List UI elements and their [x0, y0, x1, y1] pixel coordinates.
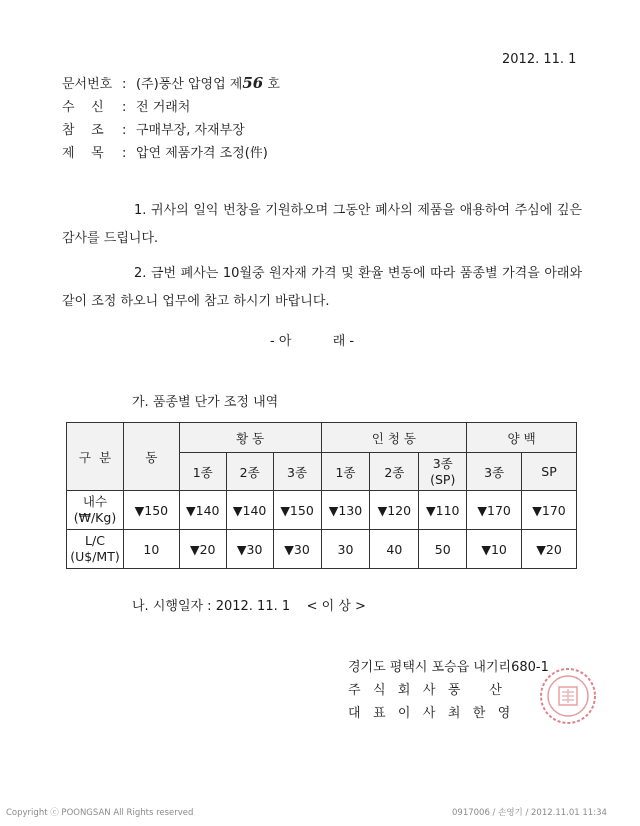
header-category: 구 분 [67, 423, 124, 491]
subheader: 2종 [370, 453, 419, 491]
footer-meta: 0917006 / 손영기 / 2012.11.01 11:34 [452, 808, 607, 818]
row-label: 내수 (₩/Kg) [67, 491, 124, 530]
header-phosphor-bronze: 인 청 동 [321, 423, 467, 453]
doc-number-value: (주)풍산 압영업 제 [136, 77, 243, 92]
table-cell: ▼30 [273, 530, 321, 569]
company-seal-stamp [538, 666, 598, 726]
subheader: 3종 [467, 453, 522, 491]
table-cell: ▼140 [179, 491, 226, 530]
header-copper: 동 [123, 423, 179, 491]
price-adjustment-table [66, 422, 577, 569]
below-heading: - 아 래 - [270, 334, 355, 349]
paragraph-1: 1. 귀사의 일익 번창을 기원하오며 그동안 폐사의 제품을 애용하여 주심에 깊은 감사를 드립니다. [62, 203, 582, 246]
table-cell: ▼30 [226, 530, 273, 569]
table-cell: 40 [370, 530, 419, 569]
table-cell: ▼150 [123, 491, 179, 530]
ceo-name: 대 표 이 사 최 한 영 [348, 706, 511, 721]
section-a-heading: 가. 품종별 단가 조정 내역 [132, 395, 279, 410]
table-cell: 10 [123, 530, 179, 569]
reference-value: 구매부장, 자재부장 [136, 123, 245, 138]
recipient-label: 수 신 [62, 100, 104, 115]
row-label: L/C (U$/MT) [67, 530, 124, 569]
subject-label: 제 목 [62, 146, 104, 161]
table-cell: ▼10 [467, 530, 522, 569]
header-brass: 황 동 [179, 423, 321, 453]
table-cell: ▼120 [370, 491, 419, 530]
table-cell: ▼170 [522, 491, 577, 530]
table-cell: ▼140 [226, 491, 273, 530]
reference-row: 참 조 : 구매부장, 자재부장 [62, 119, 245, 138]
section-b-effective-date: 나. 시행일자 : 2012. 11. 1 < 이 상 > [132, 599, 366, 614]
subheader: 1종 [321, 453, 370, 491]
seal-icon [538, 666, 598, 726]
table-cell: 30 [321, 530, 370, 569]
paragraph-2: 2. 금번 폐사는 10월중 원자재 가격 및 환율 변동에 따라 품종별 가격을 아래와 같이 조정 하오니 업무에 참고 하시기 바랍니다. [62, 266, 582, 309]
table-cell: ▼130 [321, 491, 370, 530]
doc-number-label: 문서번호 [62, 77, 113, 92]
subheader: 3종 [273, 453, 321, 491]
header-nickel-silver: 양 백 [467, 423, 577, 453]
subheader: 2종 [226, 453, 273, 491]
subject-row: 제 목 : 압연 제품가격 조정(件) [62, 142, 268, 161]
doc-number-suffix: 호 [267, 77, 280, 92]
recipient-value: 전 거래처 [136, 100, 191, 115]
subheader: SP [522, 453, 577, 491]
document-date: 2012. 11. 1 [502, 52, 577, 67]
table-cell: ▼170 [467, 491, 522, 530]
doc-number-row: 문서번호 : (주)풍산 압영업 제56 호 [62, 74, 280, 92]
reference-label: 참 조 [62, 123, 104, 138]
footer-copyright: Copyright ⓒ POONGSAN All Rights reserved [6, 808, 194, 818]
subject-value: 압연 제품가격 조정(件) [136, 146, 268, 161]
table-cell: ▼20 [522, 530, 577, 569]
table-cell: ▼20 [179, 530, 226, 569]
subheader: 3종 (SP) [419, 453, 467, 491]
company-name: 주 식 회 사 풍 산 [348, 683, 502, 698]
handwritten-doc-number: 56 [242, 74, 264, 92]
recipient-row: 수 신 : 전 거래처 [62, 96, 190, 115]
table-cell: 50 [419, 530, 467, 569]
subheader: 1종 [179, 453, 226, 491]
table-row [67, 491, 577, 530]
company-address: 경기도 평택시 포승읍 내기리680-1 [348, 660, 549, 675]
table-row [67, 530, 577, 569]
table-cell: ▼110 [419, 491, 467, 530]
table-cell: ▼150 [273, 491, 321, 530]
